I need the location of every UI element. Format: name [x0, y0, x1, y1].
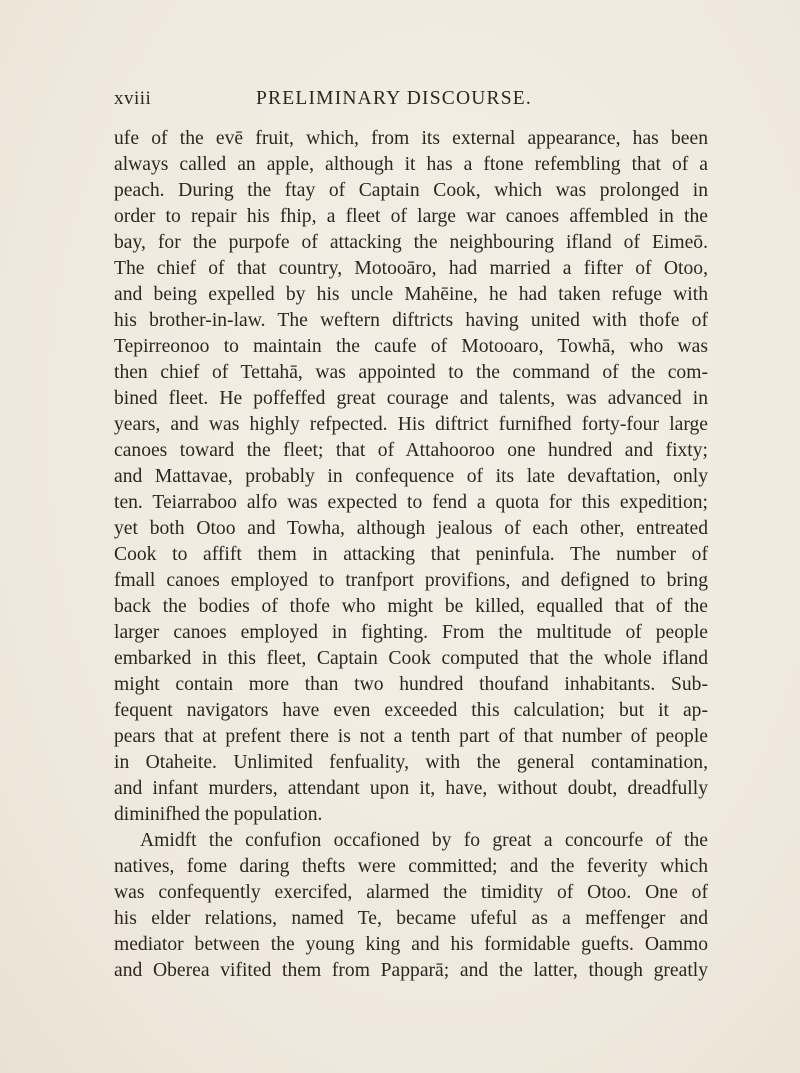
text-line: Cook to affift them in attacking that peninfula. The number of [114, 544, 708, 565]
text-line: The chief of that country, Motooāro, had married a fifter of Otoo, [114, 258, 708, 279]
text-line: pears that at prefent there is not a tenth part of that number of people [114, 726, 708, 747]
text-line: peach. During the ftay of Captain Cook, which was prolonged in [114, 180, 708, 201]
page-number: xviii [114, 88, 152, 109]
text-line: yet both Otoo and Towha, although jealous of each other, entreated [114, 518, 708, 539]
text-line: might contain more than two hundred thoufand inhabitants. Sub- [114, 674, 708, 695]
text-line: and being expelled by his uncle Mahēine, he had taken refuge with [114, 284, 708, 305]
text-line: fmall canoes employed to tranfport provifions, and defigned to bring [114, 570, 708, 591]
text-line: years, and was highly refpected. His diftrict furnifhed forty-four large [114, 414, 708, 435]
text-line: ufe of the evē fruit, which, from its external appearance, has been [114, 128, 708, 149]
paragraph [114, 828, 708, 984]
text-line: and infant murders, attendant upon it, have, without doubt, dreadfully [114, 778, 708, 799]
text-line: larger canoes employed in fighting. From the multitude of people [114, 622, 708, 643]
text-line: mediator between the young king and his formidable guefts. Oammo [114, 934, 708, 955]
text-line: his elder relations, named Te, became ufeful as a meffenger and [114, 908, 708, 929]
text-line: Tepirreonoo to maintain the caufe of Motooaro, Towhā, who was [114, 336, 708, 357]
text-line: order to repair his fhip, a fleet of large war canoes affembled in the [114, 206, 708, 227]
paragraph [114, 126, 708, 828]
text-line: Amidft the confufion occafioned by fo great a concourfe of the [140, 830, 708, 851]
text-line: in Otaheite. Unlimited fenfuality, with the general contamination, [114, 752, 708, 773]
running-title: PRELIMINARY DISCOURSE. [256, 88, 532, 109]
text-line: ten. Teiarraboo alfo was expected to fend a quota for this expedition; [114, 492, 708, 513]
text-line: and Mattavae, probably in confequence of its late devaftation, only [114, 466, 708, 487]
text-line: then chief of Tettahā, was appointed to the command of the com- [114, 362, 708, 383]
running-head [114, 88, 714, 114]
text-line: his brother-in-law. The weftern diftricts having united with thofe of [114, 310, 708, 331]
text-line: back the bodies of thofe who might be killed, equalled that of the [114, 596, 708, 617]
text-line: diminifhed the population. [114, 804, 323, 825]
text-line: bay, for the purpofe of attacking the neighbouring ifland of Eimeō. [114, 232, 708, 253]
text-line: and Oberea vifited them from Papparā; and the latter, though greatly [114, 960, 708, 981]
text-line: bined fleet. He poffeffed great courage and talents, was advanced in [114, 388, 708, 409]
text-line: embarked in this fleet, Captain Cook computed that the whole ifland [114, 648, 708, 669]
text-line: always called an apple, although it has a ftone refembling that of a [114, 154, 708, 175]
text-line: natives, fome daring thefts were committed; and the feverity which [114, 856, 708, 877]
text-line: fequent navigators have even exceeded this calculation; but it ap- [114, 700, 708, 721]
text-line: canoes toward the fleet; that of Attahooroo one hundred and fixty; [114, 440, 708, 461]
body-text [114, 126, 708, 984]
text-line: was confequently exercifed, alarmed the timidity of Otoo. One of [114, 882, 708, 903]
